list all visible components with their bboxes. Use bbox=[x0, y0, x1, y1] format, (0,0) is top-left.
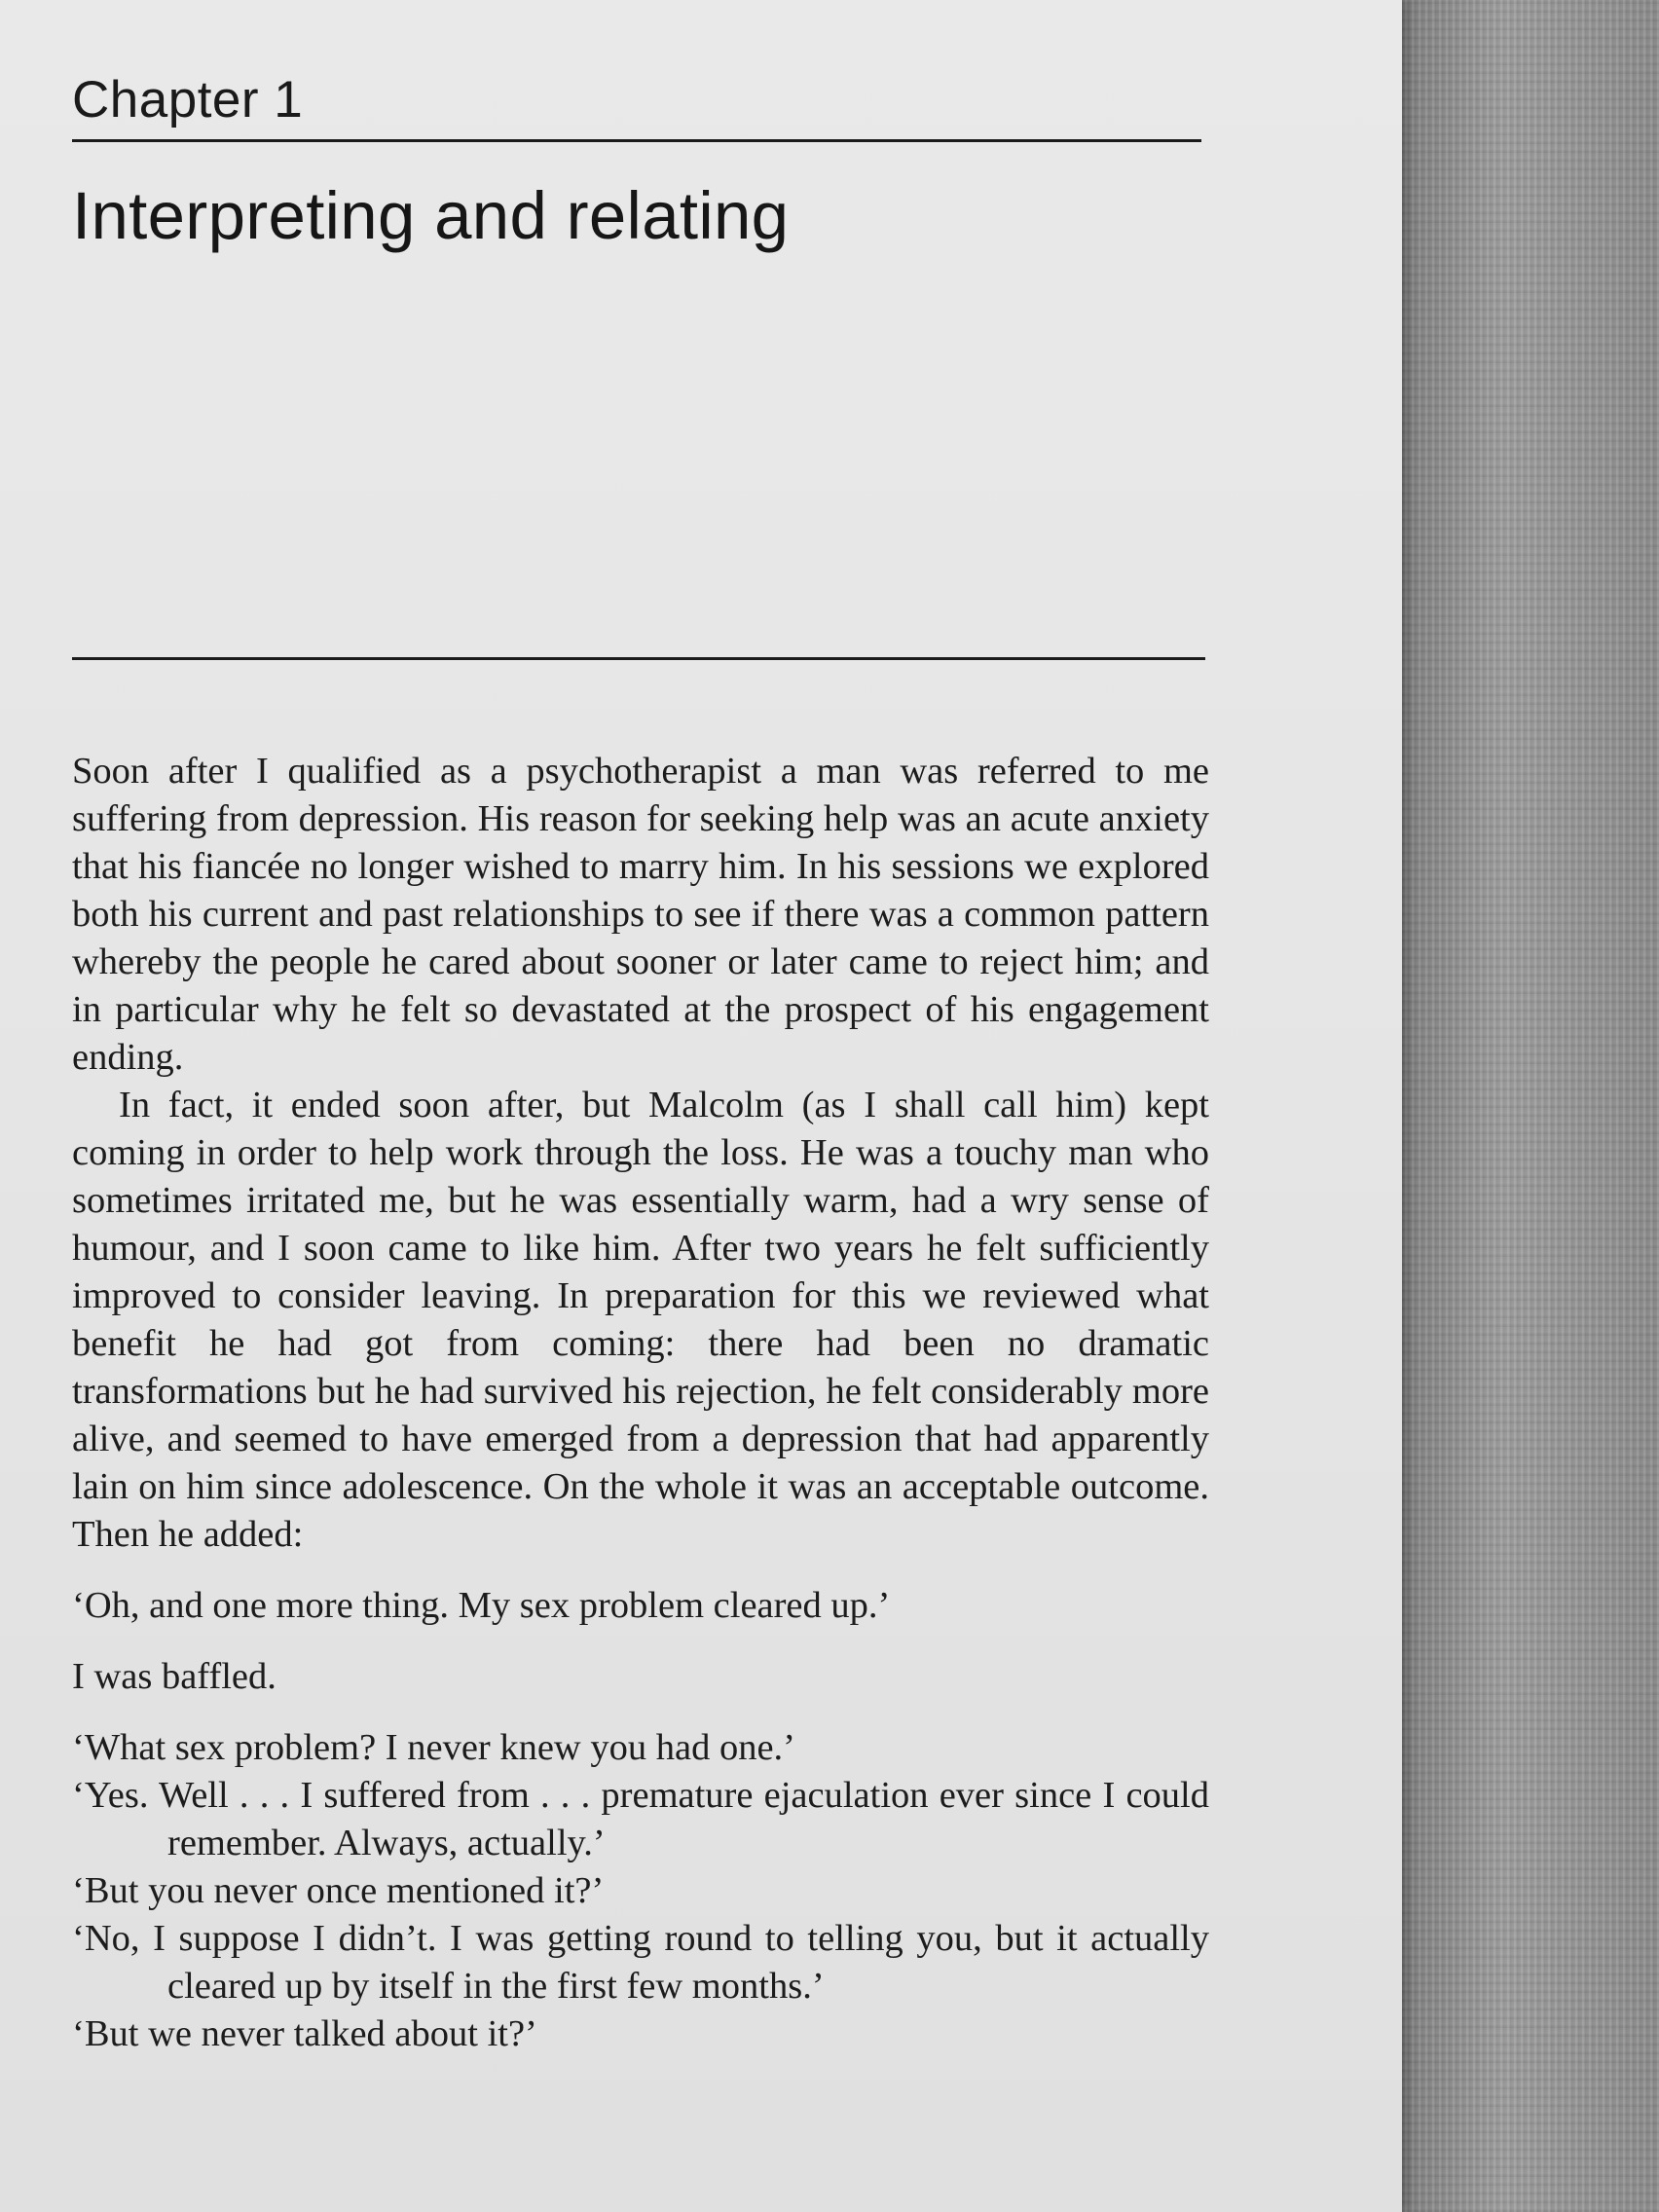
chapter-rule-bottom bbox=[72, 657, 1205, 660]
dialogue-block bbox=[72, 1724, 1209, 2058]
dialogue-line: ‘No, I suppose I didn’t. I was getting round to telling you, but it actually cleared up by itself in the first few months.’ bbox=[72, 1918, 1209, 2007]
chapter-title: Interpreting and relating bbox=[72, 178, 790, 253]
dialogue-line: ‘Yes. Well . . . I suffered from . . . premature ejaculation ever since I could remember. Always, actually.’ bbox=[72, 1775, 1209, 1863]
paragraph: Soon after I qualified as a psychotherapist a man was referred to me suffering from depression. His reason for seeking help was an acute anxiety that his fiancée no longer wished to marry him. In his sessions we explored both his current and past relationships to see if there was a common pattern whereby the people he cared about sooner or later came to reject him; and in particular why he felt so devastated at the prospect of his engagement ending. bbox=[72, 751, 1209, 1078]
quote-line: ‘Oh, and one more thing. My sex problem cleared up.’ bbox=[72, 1585, 891, 1626]
dialogue-line: ‘But you never once mentioned it?’ bbox=[72, 1870, 605, 1911]
dialogue-line: ‘But we never talked about it?’ bbox=[72, 2013, 537, 2054]
narration-line: I was baffled. bbox=[72, 1656, 276, 1697]
chapter-rule-top bbox=[72, 139, 1201, 142]
dialogue-line: ‘What sex problem? I never knew you had one.’ bbox=[72, 1727, 795, 1768]
chapter-body bbox=[72, 748, 1209, 2058]
desk-backdrop bbox=[1398, 0, 1659, 2212]
chapter-label: Chapter 1 bbox=[72, 71, 304, 129]
paragraph: In fact, it ended soon after, but Malcolm (as I shall call him) kept coming in order to help work through the loss. He was a touchy man who sometimes irritated me, but he was essentially warm, had a wry sense of humour, and I soon came to like him. After two years he felt sufficiently improved to consider leaving. In preparation for this we reviewed what benefit he had got from coming: there had been no dramatic transformations but he had survived his rejection, he felt considerably more alive, and seemed to have emerged from a depression that had apparently lain on him since adolescence. On the whole it was an acceptable outcome. Then he added: bbox=[72, 1085, 1209, 1555]
